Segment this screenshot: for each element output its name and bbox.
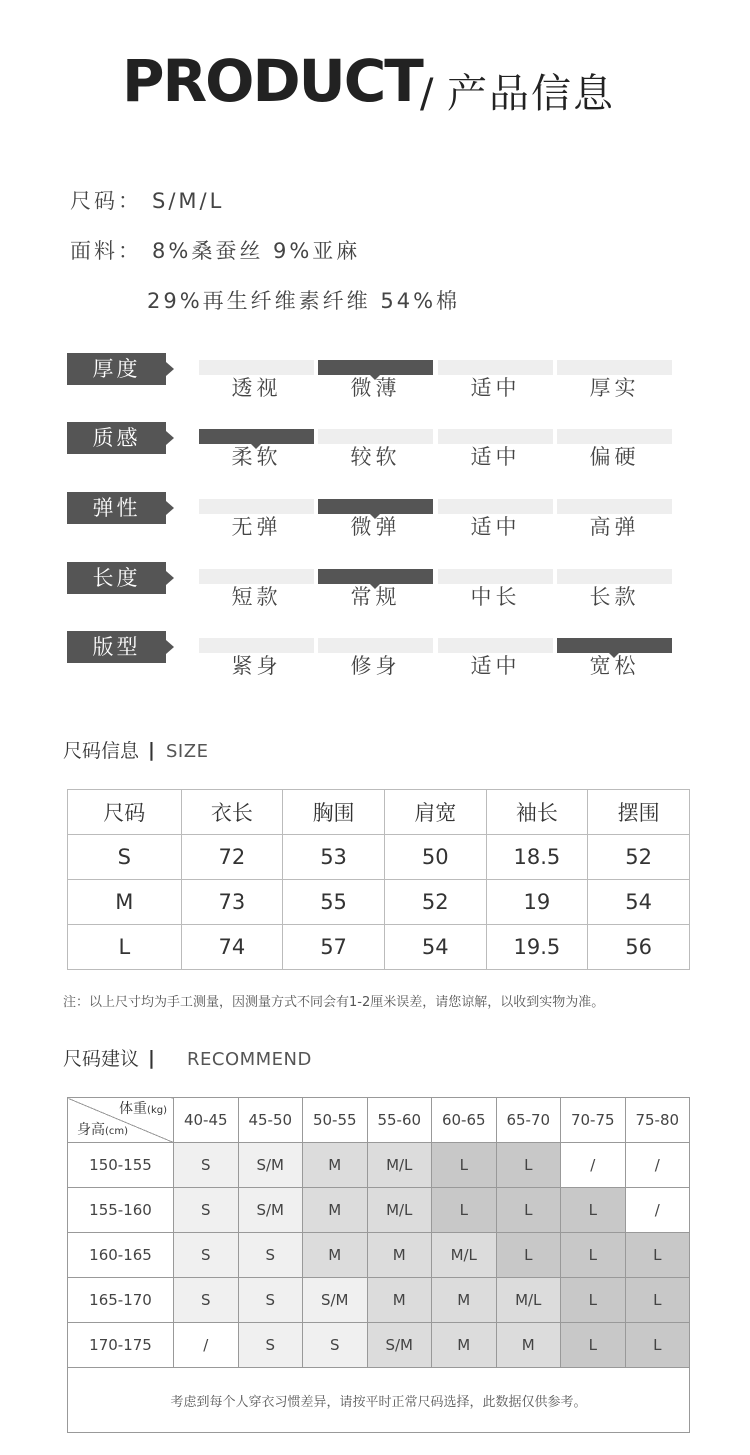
size-cell: L bbox=[496, 1143, 561, 1188]
scale-segment bbox=[557, 569, 672, 584]
table-row bbox=[68, 880, 690, 925]
table-cell: 19.5 bbox=[486, 925, 588, 970]
scale-segment bbox=[438, 499, 553, 514]
weight-header-cell: 65-70 bbox=[496, 1098, 561, 1143]
table-cell: 50 bbox=[384, 835, 486, 880]
weight-header-cell: 60-65 bbox=[432, 1098, 497, 1143]
weight-header-cell: 70-75 bbox=[561, 1098, 626, 1143]
size-cell: S bbox=[238, 1323, 303, 1368]
size-cell: M bbox=[303, 1143, 368, 1188]
size-info-divider: | bbox=[148, 739, 155, 761]
size-cell: M bbox=[367, 1233, 432, 1278]
size-cell: S/M bbox=[238, 1143, 303, 1188]
scale-option-label: 适中 bbox=[470, 654, 521, 678]
scale-segment bbox=[318, 360, 433, 375]
table-header-cell: 肩宽 bbox=[384, 790, 486, 835]
measurement-note: 注：以上尺寸均为手工测量，因测量方式不同会有1-2厘米误差，请您谅解，以收到实物为准。 bbox=[63, 995, 605, 1010]
weight-label: 体重 bbox=[119, 1101, 148, 1117]
table-cell: 73 bbox=[181, 880, 283, 925]
scale-option-label: 适中 bbox=[470, 515, 521, 539]
table-header-cell: 尺码 bbox=[68, 790, 182, 835]
size-cell: M bbox=[303, 1188, 368, 1233]
scale-option-label: 透视 bbox=[231, 376, 282, 400]
table-cell: 55 bbox=[283, 880, 385, 925]
attribute-row-texture bbox=[0, 422, 750, 482]
table-cell: 72 bbox=[181, 835, 283, 880]
size-recommend-table bbox=[67, 1097, 690, 1433]
size-cell: L bbox=[625, 1323, 690, 1368]
scale-segment bbox=[199, 499, 314, 514]
size-cell: M bbox=[432, 1323, 497, 1368]
height-row-header: 155-160 bbox=[68, 1188, 174, 1233]
size-cell: S bbox=[174, 1278, 239, 1323]
size-cell: M/L bbox=[496, 1278, 561, 1323]
size-info-title: 尺码信息 bbox=[63, 740, 140, 762]
attribute-tag: 质感 bbox=[67, 422, 166, 454]
size-cell: M bbox=[367, 1278, 432, 1323]
title-separator: / bbox=[420, 71, 434, 117]
height-unit: (cm) bbox=[105, 1126, 129, 1137]
size-cell: L bbox=[432, 1143, 497, 1188]
size-cell: / bbox=[561, 1143, 626, 1188]
scale-segment bbox=[199, 429, 314, 444]
size-cell: / bbox=[625, 1188, 690, 1233]
height-axis-label bbox=[77, 1123, 128, 1137]
scale-segment bbox=[438, 569, 553, 584]
size-cell: S/M bbox=[238, 1188, 303, 1233]
height-row-header: 150-155 bbox=[68, 1143, 174, 1188]
table-row bbox=[68, 1233, 690, 1278]
scale-segment bbox=[199, 569, 314, 584]
attribute-row-length bbox=[0, 562, 750, 622]
size-cell: S/M bbox=[367, 1323, 432, 1368]
scale-segment bbox=[318, 429, 433, 444]
weight-header-cell: 45-50 bbox=[238, 1098, 303, 1143]
size-cell: L bbox=[625, 1278, 690, 1323]
size-cell: / bbox=[625, 1143, 690, 1188]
table-header-cell: 胸围 bbox=[283, 790, 385, 835]
table-header-row bbox=[68, 1098, 690, 1143]
height-row-header: 170-175 bbox=[68, 1323, 174, 1368]
table-cell: 54 bbox=[384, 925, 486, 970]
size-cell: M bbox=[432, 1278, 497, 1323]
scale-option-label: 柔软 bbox=[231, 445, 282, 469]
scale-option-label: 长款 bbox=[589, 585, 640, 609]
attribute-tag: 弹性 bbox=[67, 492, 166, 524]
size-cell: L bbox=[561, 1188, 626, 1233]
size-cell: S bbox=[238, 1278, 303, 1323]
size-cell: M/L bbox=[367, 1143, 432, 1188]
size-cell: S bbox=[303, 1323, 368, 1368]
table-row bbox=[68, 835, 690, 880]
table-cell: 52 bbox=[384, 880, 486, 925]
scale-option-label: 无弹 bbox=[231, 515, 282, 539]
size-table bbox=[67, 789, 690, 970]
scale-option-label: 厚实 bbox=[589, 376, 640, 400]
recommend-note: 考虑到每个人穿衣习惯差异，请按平时正常尺码选择，此数据仅供参考。 bbox=[68, 1368, 690, 1433]
scale-segment bbox=[199, 360, 314, 375]
scale-segment bbox=[318, 638, 433, 653]
weight-header-cell: 40-45 bbox=[174, 1098, 239, 1143]
attribute-row-thickness bbox=[0, 353, 750, 413]
table-header-cell: 衣长 bbox=[181, 790, 283, 835]
size-cell: M bbox=[496, 1323, 561, 1368]
size-cell: L bbox=[561, 1323, 626, 1368]
table-corner-cell bbox=[68, 1098, 174, 1143]
height-label: 身高 bbox=[77, 1122, 105, 1138]
attribute-tag: 长度 bbox=[67, 562, 166, 594]
size-cell: L bbox=[625, 1233, 690, 1278]
scale-segment bbox=[557, 499, 672, 514]
size-cell: L bbox=[496, 1188, 561, 1233]
scale-option-label: 适中 bbox=[470, 376, 521, 400]
scale-option-label: 微弹 bbox=[350, 515, 401, 539]
attribute-row-elasticity bbox=[0, 492, 750, 552]
table-cell: 54 bbox=[588, 880, 690, 925]
size-cell: S bbox=[174, 1143, 239, 1188]
recommend-title: 尺码建议 bbox=[63, 1048, 140, 1070]
scale-option-label: 高弹 bbox=[589, 515, 640, 539]
attribute-row-fit bbox=[0, 631, 750, 691]
table-row bbox=[68, 925, 690, 970]
size-cell: L bbox=[561, 1278, 626, 1323]
table-cell: S bbox=[68, 835, 182, 880]
table-cell: 19 bbox=[486, 880, 588, 925]
fabric-label: 面料： bbox=[70, 239, 142, 263]
size-cell: S bbox=[238, 1233, 303, 1278]
fabric-composition-line2: 29%再生纤维素纤维 54%棉 bbox=[147, 289, 461, 313]
recommend-subtitle: RECOMMEND bbox=[187, 1049, 312, 1070]
size-cell: S/M bbox=[303, 1278, 368, 1323]
scale-option-label: 修身 bbox=[350, 654, 401, 678]
size-cell: L bbox=[561, 1233, 626, 1278]
scale-option-label: 微薄 bbox=[350, 376, 401, 400]
table-header-cell: 摆围 bbox=[588, 790, 690, 835]
height-row-header: 160-165 bbox=[68, 1233, 174, 1278]
scale-option-label: 宽松 bbox=[589, 654, 640, 678]
scale-option-label: 紧身 bbox=[231, 654, 282, 678]
size-info-subtitle: SIZE bbox=[166, 741, 209, 762]
table-cell: 74 bbox=[181, 925, 283, 970]
scale-segment bbox=[438, 638, 553, 653]
scale-segment bbox=[199, 638, 314, 653]
size-label: 尺码： bbox=[70, 189, 142, 213]
table-cell: L bbox=[68, 925, 182, 970]
fabric-composition-line1: 8%桑蚕丝 9%亚麻 bbox=[152, 239, 361, 263]
scale-segment bbox=[557, 429, 672, 444]
table-cell: 52 bbox=[588, 835, 690, 880]
scale-option-label: 偏硬 bbox=[589, 445, 640, 469]
scale-segment bbox=[438, 429, 553, 444]
height-row-header: 165-170 bbox=[68, 1278, 174, 1323]
table-cell: 53 bbox=[283, 835, 385, 880]
table-row bbox=[68, 1188, 690, 1233]
scale-segment bbox=[318, 569, 433, 584]
weight-axis-label bbox=[119, 1102, 167, 1116]
table-row bbox=[68, 1143, 690, 1188]
scale-segment bbox=[557, 360, 672, 375]
size-cell: M/L bbox=[432, 1233, 497, 1278]
attribute-tag: 版型 bbox=[67, 631, 166, 663]
table-cell: M bbox=[68, 880, 182, 925]
size-cell: S bbox=[174, 1233, 239, 1278]
table-header-row bbox=[68, 790, 690, 835]
table-cell: 56 bbox=[588, 925, 690, 970]
table-header-cell: 袖长 bbox=[486, 790, 588, 835]
size-cell: S bbox=[174, 1188, 239, 1233]
size-cell: / bbox=[174, 1323, 239, 1368]
size-cell: M bbox=[303, 1233, 368, 1278]
weight-unit: (kg) bbox=[147, 1105, 167, 1116]
table-row bbox=[68, 1323, 690, 1368]
size-cell: L bbox=[496, 1233, 561, 1278]
scale-option-label: 短款 bbox=[231, 585, 282, 609]
scale-option-label: 较软 bbox=[350, 445, 401, 469]
scale-option-label: 适中 bbox=[470, 445, 521, 469]
attribute-tag: 厚度 bbox=[67, 353, 166, 385]
table-cell: 57 bbox=[283, 925, 385, 970]
table-row bbox=[68, 1278, 690, 1323]
scale-option-label: 中长 bbox=[470, 585, 521, 609]
table-footer-row bbox=[68, 1368, 690, 1433]
recommend-divider: | bbox=[148, 1047, 155, 1069]
scale-option-label: 常规 bbox=[350, 585, 401, 609]
page-subtitle: 产品信息 bbox=[447, 71, 615, 117]
weight-header-cell: 55-60 bbox=[367, 1098, 432, 1143]
weight-header-cell: 50-55 bbox=[303, 1098, 368, 1143]
size-cell: L bbox=[432, 1188, 497, 1233]
page-title: PRODUCT bbox=[122, 47, 422, 115]
scale-segment bbox=[557, 638, 672, 653]
size-cell: M/L bbox=[367, 1188, 432, 1233]
size-value: S/M/L bbox=[152, 189, 225, 213]
weight-header-cell: 75-80 bbox=[625, 1098, 690, 1143]
scale-segment bbox=[438, 360, 553, 375]
scale-segment bbox=[318, 499, 433, 514]
table-cell: 18.5 bbox=[486, 835, 588, 880]
